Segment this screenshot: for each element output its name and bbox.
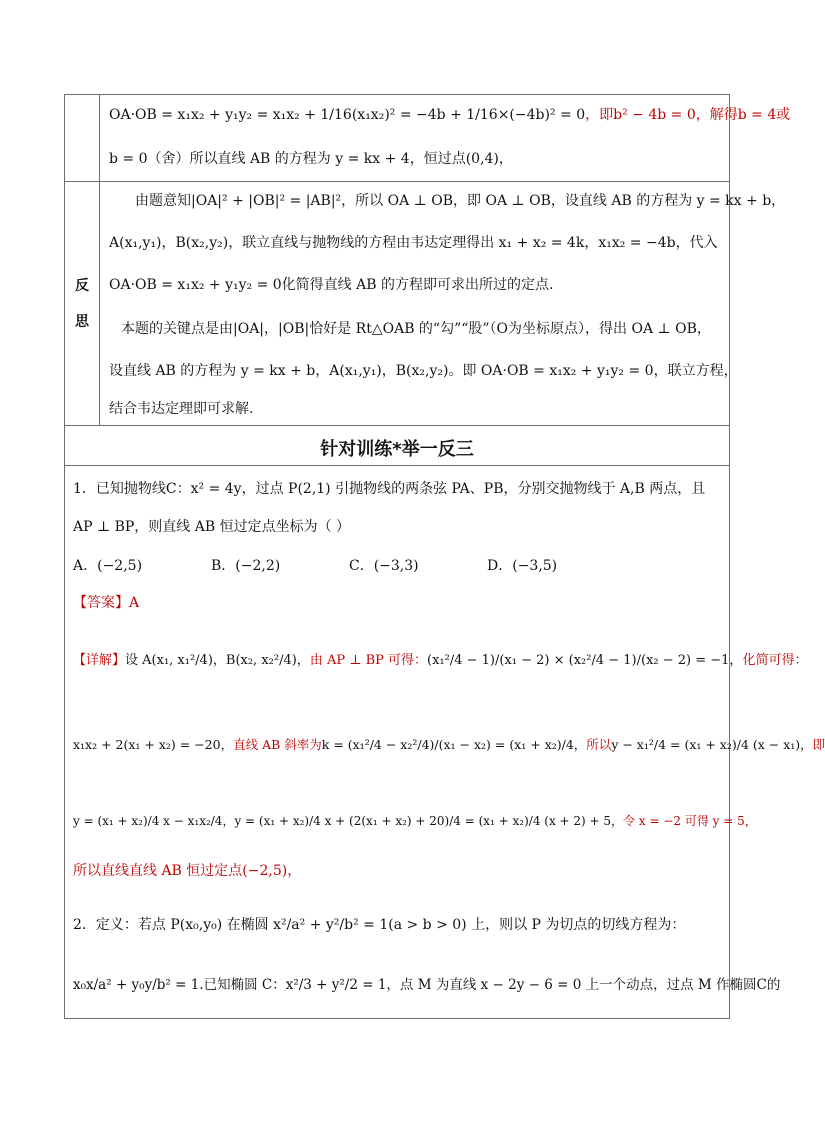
reflection-paragraph-6: 结合韦达定理即可求解. <box>109 401 254 417</box>
row-divider <box>65 465 729 466</box>
q2-line-1: 2．定义：若点 P(x₀,y₀) 在椭圆 x²/a² + y²/b² = 1(a > b > 0) 上，则以 P 为切点的切线方程为： <box>73 917 686 933</box>
q1-answer: 【答案】A <box>73 595 140 611</box>
q1-option-d: D．(−3,5) <box>487 558 558 574</box>
q1-option-a: A．(−2,5) <box>73 558 143 574</box>
row-divider <box>65 425 729 426</box>
reflection-label-2: 思 <box>75 314 89 330</box>
q1-detail-line-2: x₁x₂ + 2(x₁ + x₂) = −20，直线 AB 斜率为k = (x₁²/4 − x₂²/4)/(x₁ − x₂) = (x₁ + x₂)/4，所以y − x₁²/4 = (x₁ + x₂)/4 (x − x₁)，即 <box>73 737 825 752</box>
q1-option-c: C．(−3,3) <box>349 558 419 574</box>
q1-detail-line-4: 所以直线直线 AB 恒过定点(−2,5)， <box>73 863 302 879</box>
top-cell-line-2: b = 0（舍）所以直线 AB 的方程为 y = kx + 4，恒过点(0,4)， <box>109 151 513 167</box>
column-divider <box>99 95 100 425</box>
top-cell-line-1: OA·OB = x₁x₂ + y₁y₂ = x₁x₂ + 1/16(x₁x₂)² = −4b + 1/16×(−4b)² = 0，即b² − 4b = 0，解得b = 4或 <box>109 107 791 123</box>
q1-option-b: B．(−2,2) <box>211 558 281 574</box>
reflection-paragraph-1: 由题意知|OA|² + |OB|² = |AB|²，所以 OA ⊥ OB，即 OA ⊥ OB，设直线 AB 的方程为 y = kx + b， <box>135 193 786 209</box>
reflection-label-1: 反 <box>75 278 89 294</box>
section-title: 针对训练*举一反三 <box>320 439 474 460</box>
q1-detail-line-3: y = (x₁ + x₂)/4 x − x₁x₂/4，y = (x₁ + x₂)/4 x + (2(x₁ + x₂) + 20)/4 = (x₁ + x₂)/4 (x + 2) + 5，令 x = −2 可得 y = 5， <box>73 814 757 828</box>
content-table <box>64 94 825 1019</box>
reflection-paragraph-4: 本题的关键点是由|OA|，|OB|恰好是 Rt△OAB 的“勾”“股”（O为坐标原点），得出 OA ⊥ OB， <box>121 321 711 337</box>
q1-stem-line-2: AP ⊥ BP，则直线 AB 恒过定点坐标为（ ） <box>73 519 351 535</box>
reflection-paragraph-5: 设直线 AB 的方程为 y = kx + b，A(x₁,y₁)，B(x₂,y₂)。即 OA·OB = x₁x₂ + y₁y₂ = 0，联立方程， <box>109 363 738 379</box>
reflection-paragraph-2: A(x₁,y₁)，B(x₂,y₂)，联立直线与抛物线的方程由韦达定理得出 x₁ + x₂ = 4k，x₁x₂ = −4b，代入 <box>109 235 718 251</box>
q1-detail-line-1: 【详解】设 A(x₁, x₁²/4)，B(x₂, x₂²/4)，由 AP ⊥ BP 可得：(x₁²/4 − 1)/(x₁ − 2) × (x₂²/4 − 1)/(x₂ − 2) = −1，化简可得： <box>73 653 808 668</box>
row-divider <box>65 181 729 182</box>
reflection-paragraph-3: OA·OB = x₁x₂ + y₁y₂ = 0化简得直线 AB 的方程即可求出所过的定点. <box>109 277 554 293</box>
q1-stem-line-1: 1．已知抛物线C：x² = 4y，过点 P(2,1) 引抛物线的两条弦 PA、PB，分别交抛物线于 A,B 两点，且 <box>73 481 706 497</box>
q2-line-2: x₀x/a² + y₀y/b² = 1.已知椭圆 C：x²/3 + y²/2 = 1，点 M 为直线 x − 2y − 6 = 0 上一个动点，过点 M 作椭圆C的 <box>73 977 781 993</box>
